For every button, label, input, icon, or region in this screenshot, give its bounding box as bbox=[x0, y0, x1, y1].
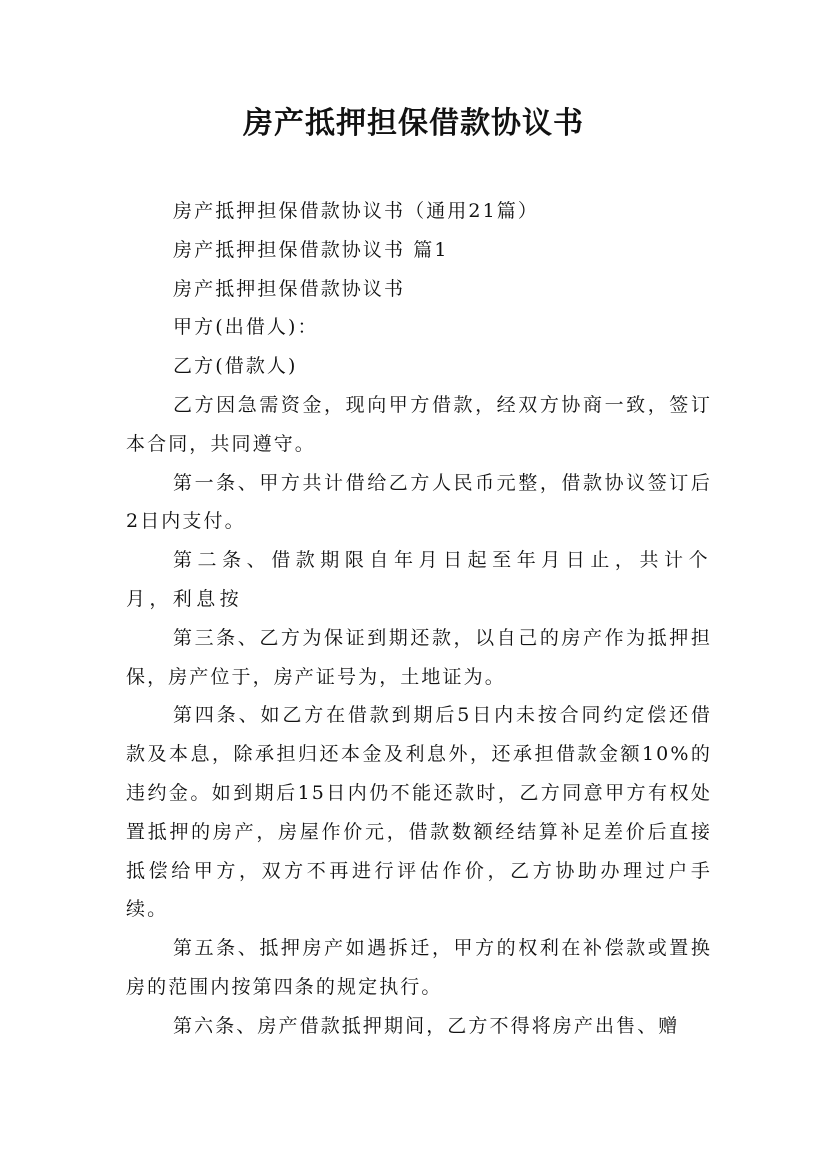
document-body bbox=[126, 192, 712, 1046]
paragraph: 第三条、乙方为保证到期还款，以自己的房产作为抵押担保，房产位于，房产证号为，土地证为。 bbox=[126, 626, 712, 688]
paragraph: 房产抵押担保借款协议书 bbox=[173, 277, 406, 300]
paragraph: 第五条、抵押房产如遇拆迁，甲方的权利在补偿款或置换房的范围内按第四条的规定执行。 bbox=[126, 937, 712, 998]
paragraph: 乙方(借款人) bbox=[173, 355, 298, 378]
document-title: 房产抵押担保借款协议书 bbox=[243, 106, 584, 141]
paragraph: 第二条、借款期限自年月日起至年月日止，共计个月，利息按 bbox=[126, 549, 712, 610]
paragraph: 房产抵押担保借款协议书 篇1 bbox=[173, 238, 449, 261]
paragraph: 乙方因急需资金，现向甲方借款，经双方协商一致，签订本合同，共同遵守。 bbox=[126, 393, 712, 455]
paragraph: 房产抵押担保借款协议书（通用21篇） bbox=[173, 200, 539, 222]
paragraph: 第一条、甲方共计借给乙方人民币元整，借款协议签订后2日内支付。 bbox=[126, 471, 712, 533]
paragraph: 第六条、房产借款抵押期间，乙方不得将房产出售、赠 bbox=[173, 1014, 680, 1037]
paragraph: 第四条、如乙方在借款到期后5日内未按合同约定偿还借款及本息，除承担归还本金及利息外，还承担借款金额10%的违约金。如到期后15日内仍不能还款时，乙方同意甲方有权处置抵押的房产，房屋作价元，借款数额经结算补足差价后直接抵偿给甲方，双方不再进行评估作价，乙方协助办理过户手续。 bbox=[126, 704, 712, 921]
paragraph: 甲方(出借人)： bbox=[173, 316, 319, 339]
